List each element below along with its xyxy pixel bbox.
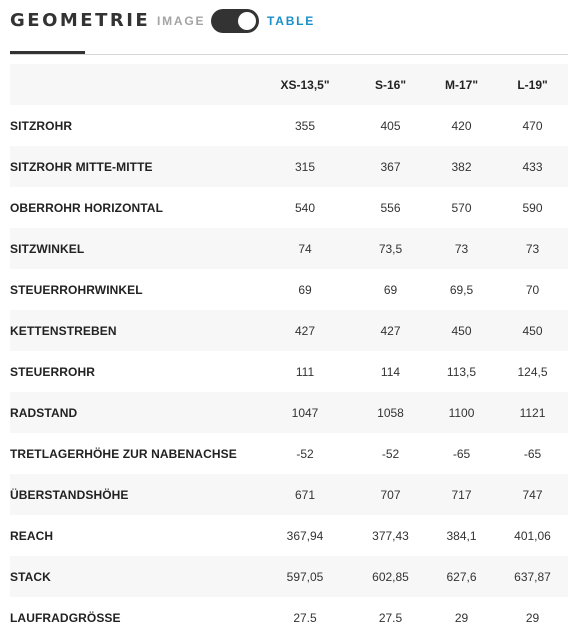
switch-knob: [238, 12, 256, 30]
table-cell-value: 540: [294, 200, 316, 215]
table-row: [10, 310, 568, 351]
table-cell-value: 717: [451, 487, 472, 502]
table-cell-value: 450: [522, 323, 543, 338]
table-cell-value: 405: [380, 118, 401, 133]
table-cell-value: 420: [451, 118, 472, 133]
table-header-row: [10, 64, 568, 105]
table-cell-value: 315: [294, 159, 316, 174]
row-label: STACK: [10, 569, 51, 584]
table-cell-value: 602,85: [372, 569, 409, 584]
table-row: [10, 556, 568, 597]
table-cell-value: 69: [383, 282, 398, 297]
toggle-image-label[interactable]: IMAGE: [157, 14, 206, 28]
table-cell-value: 367: [380, 159, 401, 174]
table-cell-value: 114: [380, 364, 401, 379]
table-cell-value: 470: [522, 118, 543, 133]
table-cell-value: 627,6: [446, 569, 477, 584]
table-cell-value: 73,5: [378, 241, 403, 256]
table-cell-value: 450: [451, 323, 472, 338]
row-label: RADSTAND: [10, 405, 78, 420]
table-row: [10, 269, 568, 310]
table-cell-value: -65: [452, 446, 471, 461]
table-row: [10, 474, 568, 515]
size-column-header: S-16": [374, 77, 407, 92]
table-cell-value: 384,1: [446, 528, 477, 543]
section-title: GEOMETRIE: [10, 10, 151, 31]
table-cell-value: 671: [294, 487, 316, 502]
row-label: STEUERROHR: [10, 364, 96, 379]
table-row: [10, 187, 568, 228]
table-cell-value: 124,5: [517, 364, 548, 379]
table-cell-value: 382: [451, 159, 472, 174]
table-cell-value: 355: [294, 118, 316, 133]
row-label: KETTENSTREBEN: [10, 323, 117, 338]
row-label: OBERROHR HORIZONTAL: [10, 200, 164, 215]
table-cell-value: -52: [381, 446, 400, 461]
table-cell-value: 69,5: [449, 282, 474, 297]
table-cell-value: 73: [525, 241, 540, 256]
table-cell-value: 377,43: [372, 528, 409, 543]
size-column-header: L-19": [517, 77, 548, 92]
table-cell-value: 1100: [448, 405, 475, 420]
table-row: [10, 351, 568, 392]
table-row: [10, 105, 568, 146]
row-label: LAUFRADGRÖSSE: [10, 610, 121, 625]
row-label: STEUERROHRWINKEL: [10, 282, 143, 297]
table-cell-value: 27.5: [293, 610, 317, 625]
table-cell-value: 74: [298, 241, 312, 256]
table-cell-value: 70: [525, 282, 540, 297]
table-cell-value: 27.5: [378, 610, 403, 625]
table-cell-value: 1047: [291, 405, 319, 420]
table-cell-value: 556: [380, 200, 401, 215]
table-cell-value: 433: [522, 159, 543, 174]
table-cell-value: 69: [298, 282, 312, 297]
row-label: TRETLAGERHÖHE ZUR NABENACHSE: [10, 446, 237, 461]
row-label: REACH: [10, 528, 54, 543]
row-label: SITZROHR MITTE-MITTE: [10, 159, 153, 174]
table-row: [10, 146, 568, 187]
table-row: [10, 597, 568, 638]
header-blank-cell: [10, 64, 255, 105]
table-cell-value: -52: [296, 446, 314, 461]
size-column-header: M-17": [444, 77, 479, 92]
table-row: [10, 515, 568, 556]
table-cell-value: 111: [295, 364, 315, 379]
table-cell-value: 570: [451, 200, 472, 215]
geometry-table: [10, 64, 568, 638]
table-row: [10, 392, 568, 433]
table-cell-value: 1121: [519, 405, 546, 420]
table-cell-value: 401,06: [514, 528, 551, 543]
image-table-switch[interactable]: [211, 9, 259, 33]
table-cell-value: 747: [522, 487, 543, 502]
table-row: [10, 228, 568, 269]
toggle-table-label[interactable]: TABLE: [267, 14, 316, 28]
table-cell-value: 637,87: [514, 569, 551, 584]
row-label: ÜBERSTANDSHÖHE: [10, 487, 129, 502]
table-cell-value: 707: [380, 487, 401, 502]
table-row: [10, 433, 568, 474]
header-divider: [10, 54, 568, 55]
table-cell-value: -65: [523, 446, 542, 461]
table-cell-value: 597,05: [286, 569, 324, 584]
table-cell-value: 73: [454, 241, 469, 256]
row-label: SITZWINKEL: [10, 241, 85, 256]
table-cell-value: 590: [522, 200, 543, 215]
table-cell-value: 1058: [377, 405, 404, 420]
table-cell-value: 29: [525, 610, 540, 625]
table-cell-value: 113,5: [446, 364, 477, 379]
row-label: SITZROHR: [10, 118, 73, 133]
table-cell-value: 29: [454, 610, 469, 625]
table-cell-value: 427: [380, 323, 401, 338]
table-cell-value: 427: [294, 323, 316, 338]
table-cell-value: 367,94: [286, 528, 324, 543]
geometry-header: [0, 0, 568, 56]
size-column-header: XS-13,5": [280, 77, 330, 92]
